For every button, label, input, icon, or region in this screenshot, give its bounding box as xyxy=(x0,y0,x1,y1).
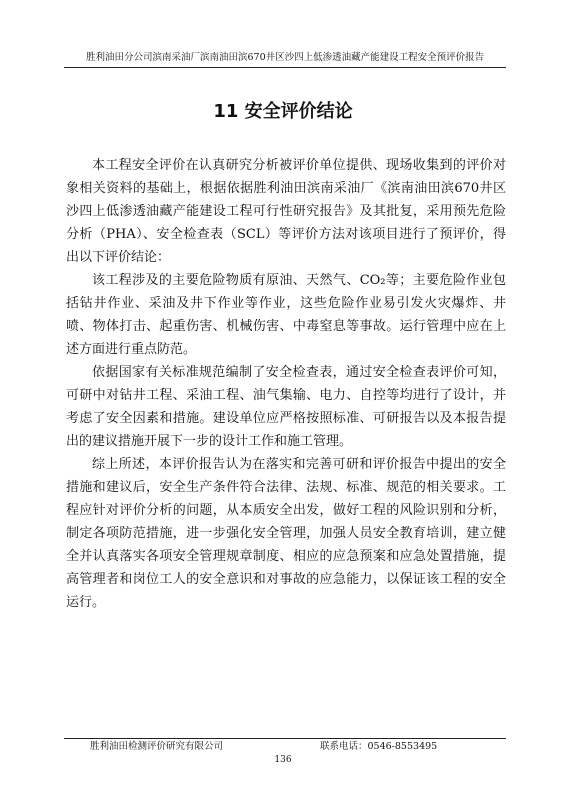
paragraph-hazards: 该工程涉及的主要危险物质有原油、天然气、CO₂等；主要危险作业包括钻井作业、采油及井下作业等作业，这些危险作业易引发火灾爆炸、井喷、物体打击、起重伤害、机械伤害、中毒窒息等事故。运行管理中应在上述方面进行重点防范。 xyxy=(66,273,506,357)
paragraph-conclusion: 综上所述，本评价报告认为在落实和完善可研和评价报告中提出的安全措施和建议后，安全生产条件符合法律、法规、标准、规范的相关要求。工程应针对评价分析的问题，从本质安全出发，做好工程的风险识别和分析，制定各项防范措施，进一步强化安全管理，加强人员安全教育培训，建立健全并认真落实各项安全管理规章制度、相应的应急预案和应急处置措施，提高管理者和岗位工人的安全意识和对事故的应急能力，以保证该工程的安全运行。 xyxy=(66,457,506,610)
running-header: 胜利油田分公司滨南采油厂滨南油田滨670井区沙四上低渗透油藏产能建设工程安全预评价报告 xyxy=(86,52,485,63)
section-title: 11 安全评价结论 xyxy=(213,101,353,122)
page-number: 136 xyxy=(274,755,292,765)
paragraph-intro: 本工程安全评价在认真研究分析被评价单位提供、现场收集到的评价对象相关资料的基础上，根据依据胜利油田滨南采油厂《滨南油田滨670井区沙四上低渗透油藏产能建设工程可行性研究报告》及其批复，采用预先危险分析（PHA）、安全检查表（SCL）等评价方法对该项目进行了预评价，得出以下评价结论： xyxy=(66,158,506,265)
header-divider xyxy=(64,67,506,68)
footer-divider xyxy=(64,738,506,739)
footer-phone: 联系电话：0546-8553495 xyxy=(320,741,438,752)
paragraph-checklist: 依据国家有关标准规范编制了安全检查表，通过安全检查表评价可知，可研中对钻井工程、采油工程、油气集输、电力、自控等均进行了设计，并考虑了安全因素和措施。建设单位应严格按照标准、可研报告以及本报告提出的建议措施开展下一步的设计工作和施工管理。 xyxy=(66,365,506,449)
body-text xyxy=(66,154,506,614)
footer-company: 胜利油田检测评价研究有限公司 xyxy=(90,741,224,752)
